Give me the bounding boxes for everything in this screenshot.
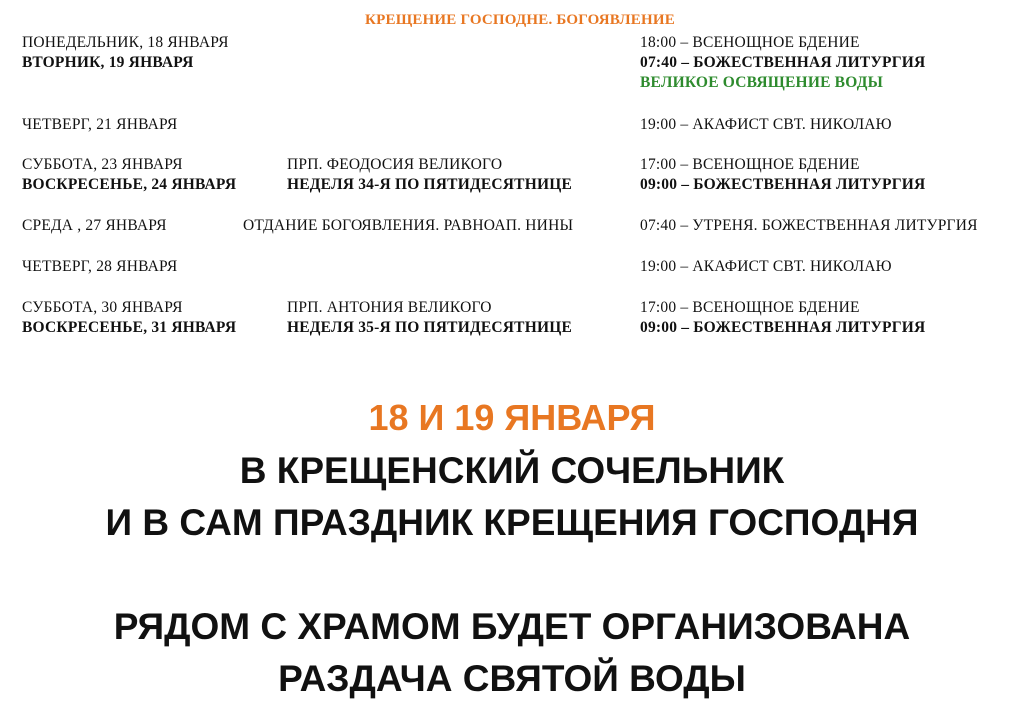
announcement-dates: 18 И 19 ЯНВАРЯ (368, 397, 656, 438)
schedule-date: СУББОТА, 30 ЯНВАРЯ (22, 299, 183, 316)
schedule-feast: НЕДЕЛЯ 35-Я ПО ПЯТИДЕСЯТНИЦЕ (287, 319, 573, 336)
schedule-date: СРЕДА , 27 ЯНВАРЯ (22, 217, 167, 234)
schedule-service: 09:00 – БОЖЕСТВЕННАЯ ЛИТУРГИЯ (640, 176, 926, 193)
announcement-line: В КРЕЩЕНСКИЙ СОЧЕЛЬНИК (239, 450, 785, 491)
announcement-line: И В САМ ПРАЗДНИК КРЕЩЕНИЯ ГОСПОДНЯ (105, 502, 919, 543)
schedule-feast: ОТДАНИЕ БОГОЯВЛЕНИЯ. РАВНОАП. НИНЫ (243, 217, 574, 234)
schedule-date: СУББОТА, 23 ЯНВАРЯ (22, 156, 183, 173)
schedule-service: 19:00 – АКАФИСТ СВТ. НИКОЛАЮ (640, 116, 892, 133)
announcement-line: РАЗДАЧА СВЯТОЙ ВОДЫ (278, 658, 746, 699)
schedule-service: 17:00 – ВСЕНОЩНОЕ БДЕНИЕ (640, 299, 860, 316)
schedule-date: ЧЕТВЕРГ, 21 ЯНВАРЯ (22, 116, 178, 133)
schedule-service: 09:00 – БОЖЕСТВЕННАЯ ЛИТУРГИЯ (640, 319, 926, 336)
schedule-date: ВОСКРЕСЕНЬЕ, 24 ЯНВАРЯ (22, 176, 237, 193)
schedule-service: 17:00 – ВСЕНОЩНОЕ БДЕНИЕ (640, 156, 860, 173)
schedule-feast: НЕДЕЛЯ 34-Я ПО ПЯТИДЕСЯТНИЦЕ (287, 176, 573, 193)
schedule-feast: ПРП. ФЕОДОСИЯ ВЕЛИКОГО (287, 156, 503, 173)
schedule-service: 19:00 – АКАФИСТ СВТ. НИКОЛАЮ (640, 258, 892, 275)
schedule-header: КРЕЩЕНИЕ ГОСПОДНЕ. БОГОЯВЛЕНИЕ (365, 12, 675, 28)
schedule-service-extra: ВЕЛИКОЕ ОСВЯЩЕНИЕ ВОДЫ (640, 74, 883, 91)
schedule-date: ЧЕТВЕРГ, 28 ЯНВАРЯ (22, 258, 178, 275)
schedule-service: 07:40 – БОЖЕСТВЕННАЯ ЛИТУРГИЯ (640, 54, 926, 71)
schedule-date: ВТОРНИК, 19 ЯНВАРЯ (22, 54, 194, 71)
schedule-date: ВОСКРЕСЕНЬЕ, 31 ЯНВАРЯ (22, 319, 237, 336)
schedule-service: 07:40 – УТРЕНЯ. БОЖЕСТВЕННАЯ ЛИТУРГИЯ (640, 217, 978, 234)
schedule-date: ПОНЕДЕЛЬНИК, 18 ЯНВАРЯ (22, 34, 229, 51)
schedule-service: 18:00 – ВСЕНОЩНОЕ БДЕНИЕ (640, 34, 860, 51)
schedule-feast: ПРП. АНТОНИЯ ВЕЛИКОГО (287, 299, 492, 316)
announcement-line: РЯДОМ С ХРАМОМ БУДЕТ ОРГАНИЗОВАНА (113, 606, 911, 647)
